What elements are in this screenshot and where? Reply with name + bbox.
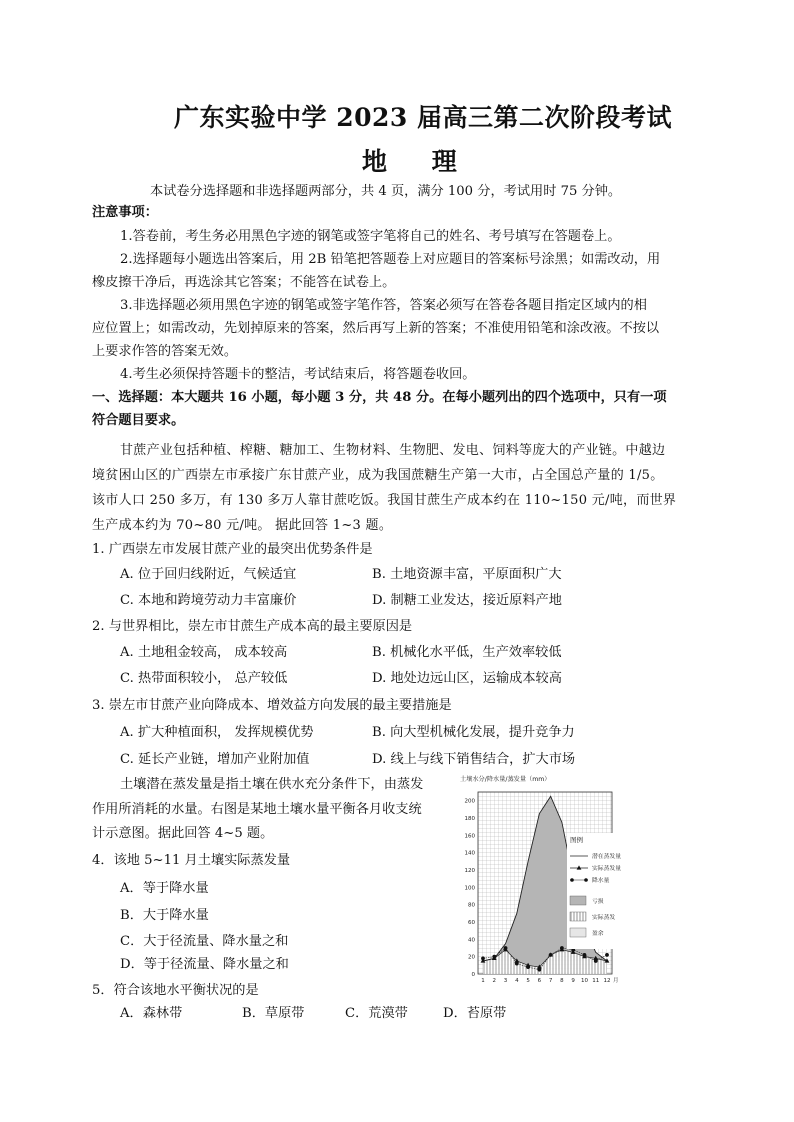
y-tick-label: 80 xyxy=(468,902,475,909)
legend-swatch-deficit xyxy=(570,896,586,905)
legend-title: 图例 xyxy=(570,836,583,844)
q2-option-c: C. 热带面积较小， 总产较低 xyxy=(120,671,288,686)
q2-option-b: B. 机械化水平低，生产效率较低 xyxy=(372,645,562,660)
y-tick-label: 120 xyxy=(464,868,475,874)
q1-option-b: B. 土地资源丰富，平原面积广大 xyxy=(372,567,562,582)
passage2-line-1: 土壤潜在蒸发量是指土壤在供水充分条件下，由蒸发 xyxy=(120,777,424,792)
q1-option-d: D. 制糖工业发达，接近原料产地 xyxy=(372,593,562,608)
note-4: 4.考生必须保持答题卡的整洁，考试结束后，将答题卷收回。 xyxy=(120,367,476,382)
y-tick-label: 140 xyxy=(464,850,475,857)
x-tick-label: 4 xyxy=(515,978,519,984)
chart-ylabel: 土壤水分/降水量/蒸发量（mm） xyxy=(460,776,551,783)
note-3-line-2: 应位置上；如需改动，先划掉原来的答案，然后再写上新的答案；不准使用铅笔和涂改液。不按以 xyxy=(92,321,660,336)
note-2-line-2: 橡皮擦干净后，再选涂其它答案；不能答在试卷上。 xyxy=(92,275,396,290)
soil-water-balance-chart xyxy=(450,768,630,1018)
precipitation-point xyxy=(481,957,485,961)
x-tick-label: 8 xyxy=(560,978,564,984)
q4-stem: 4．该地 5~11 月土壤实际蒸发量 xyxy=(92,853,291,868)
y-tick-label: 100 xyxy=(464,885,475,892)
q4-option-b: B．大于降水量 xyxy=(120,908,209,923)
note-1: 1.答卷前，考生务必用黑色字迹的钢笔或签字笔将自己的姓名、考号填写在答题卷上。 xyxy=(120,229,621,244)
x-tick-label: 11 xyxy=(592,978,600,984)
notes-heading: 注意事项： xyxy=(92,205,158,220)
q5-stem: 5．符合该地水平衡状况的是 xyxy=(92,983,259,998)
y-tick-label: 20 xyxy=(468,954,475,961)
passage1-line-1: 甘蔗产业包括种植、榨糖、糖加工、生物材料、生物肥、发电、饲料等庞大的产业链。中越边 xyxy=(120,443,666,458)
x-tick-label: 12 xyxy=(603,978,611,984)
precipitation-point xyxy=(515,962,519,966)
legend-marker-precipitation-1 xyxy=(570,878,574,882)
q4-option-d: D．等于径流量、降水量之和 xyxy=(120,957,289,972)
q3-option-d: D. 线上与线下销售结合，扩大市场 xyxy=(372,752,576,767)
precipitation-point xyxy=(560,946,564,950)
precipitation-point xyxy=(537,968,541,972)
note-3-line-3: 上要求作答的答案无效。 xyxy=(92,344,238,359)
passage2-line-3: 计示意图。据此回答 4~5 题。 xyxy=(92,826,274,841)
precipitation-point xyxy=(594,959,598,963)
q3-option-a: A. 扩大种植面积， 发挥规模优势 xyxy=(120,725,314,740)
q2-option-d: D. 地处边远山区，运输成本较高 xyxy=(372,671,562,686)
q5-option-b: B．草原带 xyxy=(242,1006,305,1021)
y-tick-label: 160 xyxy=(464,833,475,840)
legend-swatch-surplus xyxy=(570,928,586,937)
x-tick-label: 2 xyxy=(492,978,497,984)
q1-option-a: A. 位于回归线附近，气候适宜 xyxy=(120,567,297,582)
x-tick-label: 10 xyxy=(580,978,588,984)
q2-option-a: A. 土地租金较高， 成本较高 xyxy=(120,645,288,660)
y-tick-label: 180 xyxy=(464,816,475,822)
exam-intro: 本试卷分选择题和非选择题两部分，共 4 页，满分 100 分，考试用时 75 分钟。 xyxy=(150,184,622,199)
x-axis-label: 月 xyxy=(613,978,619,984)
note-3-line-1: 3.非选择题必须用黑色字迹的钢笔或签字笔作答，答案必须写在答卷各题目指定区域内的相 xyxy=(120,298,647,313)
precipitation-point xyxy=(492,955,496,959)
x-tick-label: 1 xyxy=(481,978,485,984)
x-tick-label: 9 xyxy=(571,978,575,984)
y-tick-label: 40 xyxy=(468,937,475,944)
x-tick-label: 6 xyxy=(537,978,542,984)
precipitation-point xyxy=(526,965,530,969)
precipitation-point xyxy=(549,953,553,957)
q5-option-a: A．森林带 xyxy=(120,1006,183,1021)
page-title: 广东实验中学 2023 届高三第二次阶段考试 xyxy=(174,103,672,132)
note-2-line-1: 2.选择题每小题选出答案后，用 2B 铅笔把答题卷上对应题目的答案标号涂黑；如需改动，用 xyxy=(120,252,661,267)
q3-option-c: C. 延长产业链，增加产业附加值 xyxy=(120,752,310,767)
y-tick-label: 200 xyxy=(464,798,475,805)
passage1-line-2: 境贫困山区的广西崇左市承接广东甘蔗产业，成为我国蔗糖生产第一大市，占全国总产量的 1/5。 xyxy=(92,468,664,483)
precipitation-point xyxy=(605,953,609,957)
q3-stem: 3. 崇左市甘蔗产业向降成本、增效益方向发展的最主要措施是 xyxy=(92,698,452,713)
x-tick-label: 3 xyxy=(503,978,508,984)
subject-title: 地 理 xyxy=(362,147,475,176)
precipitation-point xyxy=(504,946,508,950)
q3-option-b: B. 向大型机械化发展，提升竞争力 xyxy=(372,725,575,740)
x-tick-label: 5 xyxy=(526,978,530,984)
passage1-line-4: 生产成本约为 70~80 元/吨。 据此回答 1~3 题。 xyxy=(92,518,393,533)
q1-stem: 1. 广西崇左市发展甘蔗产业的最突出优势条件是 xyxy=(92,542,373,557)
q4-option-c: C．大于径流量、降水量之和 xyxy=(120,934,289,949)
section-heading-line-1: 一、选择题：本大题共 16 小题，每小题 3 分，共 48 分。在每小题列出的四个选项中，只有一项 xyxy=(92,390,667,405)
q5-option-d: D．苔原带 xyxy=(443,1006,507,1021)
legend-label-surplus: 盈余 xyxy=(592,931,604,937)
legend-swatch-actual xyxy=(570,912,586,921)
q2-stem: 2. 与世界相比，崇左市甘蔗生产成本高的最主要原因是 xyxy=(92,619,413,634)
q4-option-a: A．等于降水量 xyxy=(120,881,209,896)
legend-label-potential: 潜在蒸发量 xyxy=(592,854,621,860)
precipitation-point xyxy=(583,953,587,957)
legend-marker-precipitation-2 xyxy=(584,878,588,882)
legend-label-deficit: 亏损 xyxy=(592,899,604,905)
y-tick-label: 60 xyxy=(468,920,475,926)
legend-label-precipitation: 降水量 xyxy=(592,878,610,884)
passage2-line-2: 作用所消耗的水量。右图是某地土壤水量平衡各月收支统 xyxy=(92,802,422,817)
legend-label-actual: 实际蒸发量 xyxy=(592,866,621,872)
q5-option-c: C．荒漠带 xyxy=(345,1006,408,1021)
section-heading-line-2: 符合题目要求。 xyxy=(92,413,185,428)
passage1-line-3: 该市人口 250 多万，有 130 多万人靠甘蔗吃饭。我国甘蔗生产成本约在 110~150 元/吨，而世界 xyxy=(92,493,677,508)
legend-label-actual-area: 实际蒸发 xyxy=(592,915,616,921)
y-tick-label: 0 xyxy=(471,972,475,978)
x-tick-label: 7 xyxy=(548,978,553,984)
q1-option-c: C. 本地和跨境劳动力丰富廉价 xyxy=(120,593,297,608)
